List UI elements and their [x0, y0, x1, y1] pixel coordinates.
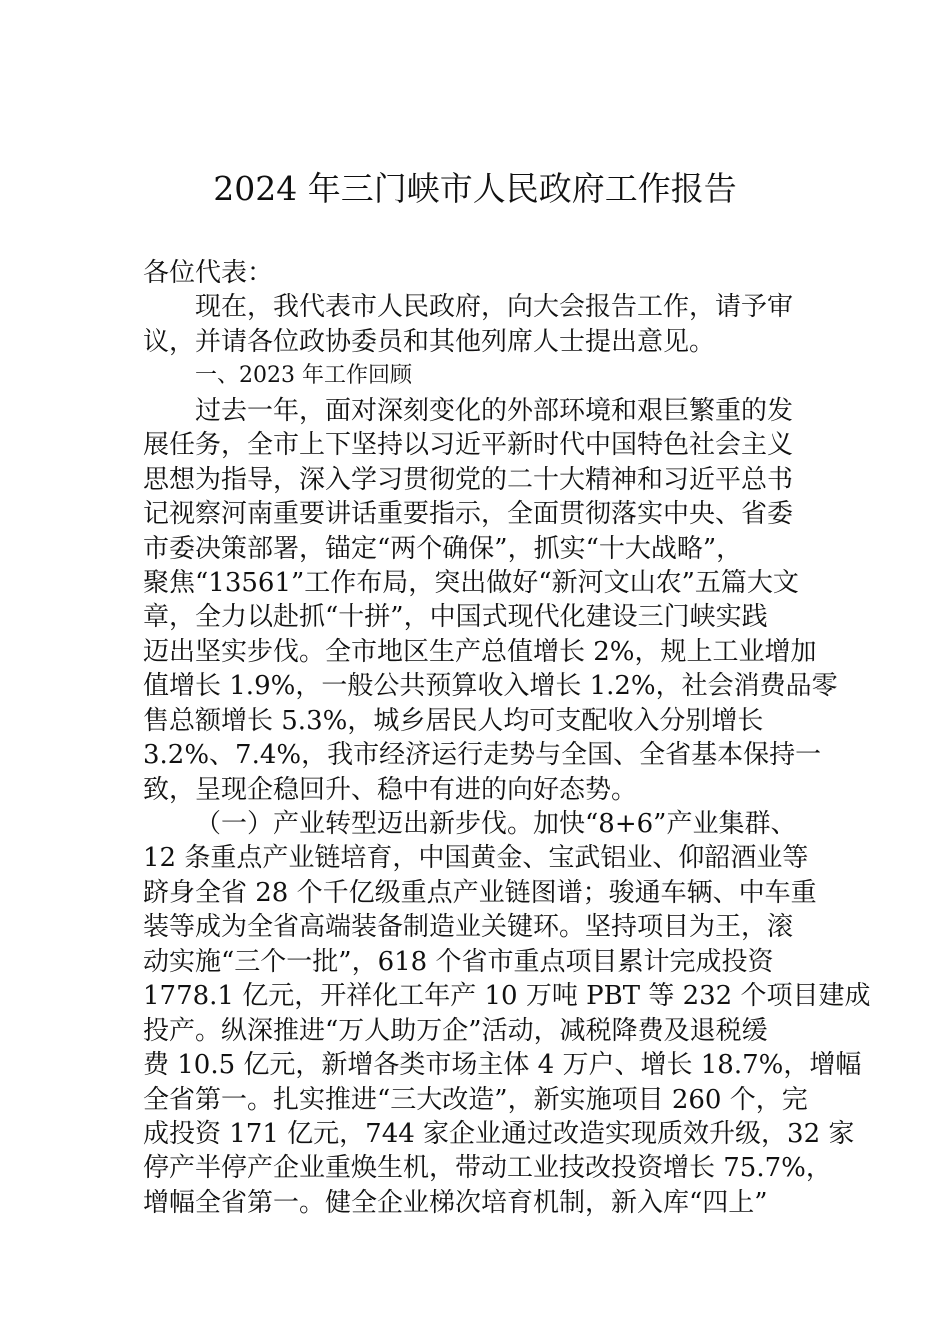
paragraph-line: 1778.1 亿元，开祥化工年产 10 万吨 PBT 等 232 个项目建成 — [143, 981, 871, 1012]
paragraph-line: 聚焦“13561”工作布局，突出做好“新河文山农”五篇大文 — [143, 567, 799, 598]
paragraph-line: 跻身全省 28 个千亿级重点产业链图谱；骏通车辆、中车重 — [143, 877, 817, 908]
paragraph-line: 投产。纵深推进“万人助万企”活动，减税降费及退税缓 — [143, 1015, 768, 1046]
paragraph-line: 章，全力以赴抓“十拼”，中国式现代化建设三门峡实践 — [143, 602, 768, 633]
paragraph-line: 思想为指导，深入学习贯彻党的二十大精神和习近平总书 — [143, 464, 794, 495]
paragraph-line: 装等成为全省高端装备制造业关键环。坚持项目为王，滚 — [143, 912, 794, 943]
document-body — [143, 256, 871, 1220]
paragraph-line: 迈出坚实步伐。全市地区生产总值增长 2%，规上工业增加 — [143, 636, 817, 667]
paragraph-line: 致，呈现企稳回升、稳中有进的向好态势。 — [143, 774, 638, 805]
paragraph-line: 记视察河南重要讲话重要指示，全面贯彻落实中央、省委 — [143, 499, 794, 530]
section-heading: 一、2023 年工作回顾 — [195, 363, 412, 389]
salutation: 各位代表： — [143, 258, 274, 288]
paragraph-line: 停产半停产企业重焕生机，带动工业技改投资增长 75.7%， — [143, 1153, 832, 1184]
paragraph-line: 过去一年，面对深刻变化的外部环境和艰巨繁重的发 — [195, 395, 794, 426]
paragraph-line: 市委决策部署，锚定“两个确保”，抓实“十大战略”， — [143, 533, 743, 564]
paragraph-line: 3.2%、7.4%，我市经济运行走势与全国、全省基本保持一 — [143, 740, 822, 771]
paragraph-line: 动实施“三个一批”，618 个省市重点项目累计完成投资 — [143, 946, 774, 977]
paragraph-line: 增幅全省第一。健全企业梯次培育机制，新入库“四上” — [143, 1187, 768, 1218]
paragraph-line: 成投资 171 亿元，744 家企业通过改造实现质效升级，32 家 — [143, 1118, 855, 1149]
paragraph-line: 全省第一。扎实推进“三大改造”，新实施项目 260 个，完 — [143, 1084, 808, 1115]
paragraph-line: 费 10.5 亿元，新增各类市场主体 4 万户、增长 18.7%，增幅 — [143, 1050, 862, 1081]
paragraph-line: 议，并请各位政协委员和其他列席人士提出意见。 — [143, 326, 716, 357]
document-title: 2024 年三门峡市人民政府工作报告 — [213, 169, 737, 208]
paragraph-line: 12 条重点产业链培育，中国黄金、宝武铝业、仰韶酒业等 — [143, 843, 809, 874]
paragraph-line: 现在，我代表市人民政府，向大会报告工作，请予审 — [195, 292, 794, 323]
paragraph-line: 售总额增长 5.3%，城乡居民人均可支配收入分别增长 — [143, 705, 764, 736]
paragraph-line: 值增长 1.9%，一般公共预算收入增长 1.2%，社会消费品零 — [143, 671, 838, 702]
paragraph-line: （一）产业转型迈出新步伐。加快“8+6”产业集群、 — [195, 809, 797, 839]
paragraph-line: 展任务，全市上下坚持以习近平新时代中国特色社会主义 — [143, 430, 794, 461]
